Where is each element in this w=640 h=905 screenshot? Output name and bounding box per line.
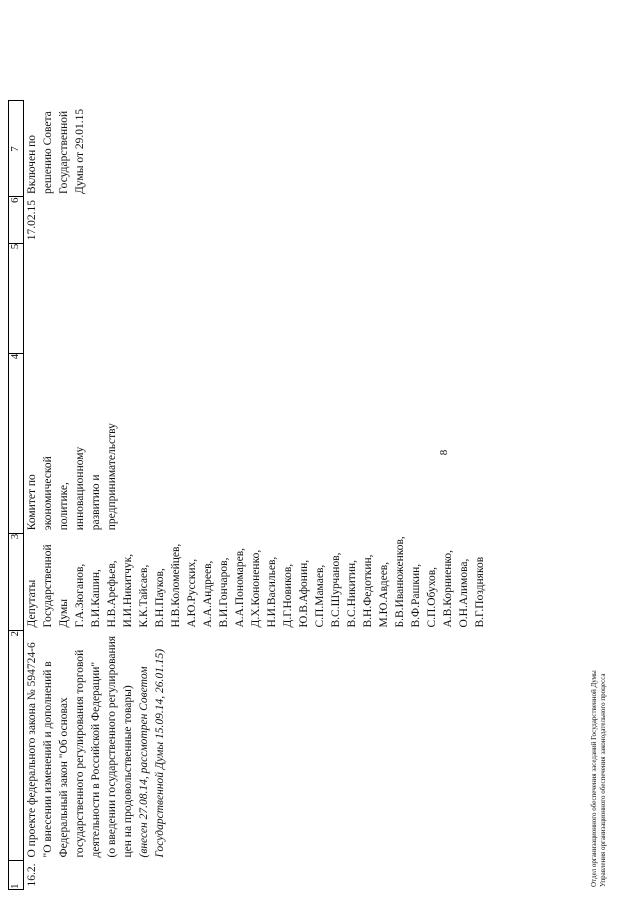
initiator-line: Д.Г.Новиков,: [282, 563, 294, 628]
date-cell: 17.02.15: [26, 199, 38, 241]
initiator-line: Государственной: [42, 544, 54, 628]
inclusion-note-line: Включен по: [26, 134, 38, 194]
agenda-table: [8, 100, 488, 890]
header-col-2: 2: [9, 631, 24, 861]
header-col-5: 5: [9, 243, 24, 353]
row-number: 16.2.: [26, 863, 38, 887]
header-col-7: 7: [9, 101, 24, 197]
column-5-cell: [24, 243, 489, 353]
initiator-line: А.А.Пономарев,: [234, 547, 246, 628]
bill-title-line: (о введении государственного регулирования: [106, 635, 118, 858]
committee-line: экономической: [42, 456, 54, 531]
committee-cell: [24, 353, 489, 533]
initiator-line: Ю.В.Афонин,: [298, 559, 310, 628]
bill-title-line: Федеральный закон "Об основах: [58, 697, 70, 858]
bill-title-line: государственного регулирования торговой: [74, 649, 86, 858]
bill-title-line: цен на продовольственные товары): [122, 685, 134, 858]
table-row: [24, 101, 489, 890]
initiator-line: А.А.Андреев,: [202, 560, 214, 628]
committee-line: инновационному: [74, 446, 86, 531]
initiator-line: Депутаты: [26, 579, 38, 628]
committee-line: предпринимательству: [106, 423, 118, 531]
bill-title-cell: [24, 631, 489, 861]
header-col-4: 4: [9, 353, 24, 533]
initiator-line: С.П.Обухов,: [426, 566, 438, 628]
initiator-line: А.В.Корниенко,: [442, 549, 454, 628]
initiator-line: С.П.Мамаев,: [314, 564, 326, 628]
initiator-line: В.С.Шурчанов,: [330, 552, 342, 628]
initiator-line: Н.И.Васильев,: [266, 556, 278, 628]
committee-line: Комитет по: [26, 474, 38, 531]
bill-title-line: О проекте федерального закона № 594724-6: [26, 642, 38, 858]
initiator-line: В.Г.Поздняков: [474, 556, 486, 628]
initiator-line: Н.В.Арефьев,: [106, 560, 118, 628]
initiator-line: М.Ю.Авдеев,: [378, 561, 390, 628]
table-header-row: [9, 101, 24, 890]
header-col-6: 6: [9, 197, 24, 243]
bill-title-line: деятельности в Российской Федерации": [90, 661, 102, 858]
initiators-cell: [24, 533, 489, 630]
initiator-line: А.Ю.Русских,: [186, 558, 198, 628]
footer-line: Отдел организационного обеспечения заседаний Государственной Думы: [590, 670, 598, 887]
initiator-line: Думы: [58, 599, 70, 628]
initiator-line: В.И.Гончаров,: [218, 557, 230, 628]
committee-line: развитию и: [90, 474, 102, 531]
initiator-line: В.С.Никитин,: [346, 559, 358, 628]
inclusion-note-cell: [24, 101, 489, 197]
bill-note-line: (внесен 27.08.14, рассмотрен Советом: [138, 666, 150, 858]
committee-line: политике,: [58, 482, 70, 531]
footer-line: Управления организационного обеспечения законодательного процесса: [599, 673, 607, 887]
initiator-line: О.Н.Алимова,: [458, 558, 470, 628]
document-footer: [590, 670, 608, 887]
initiator-line: Д.Х.Кононенко,: [250, 549, 262, 628]
bill-title-line: "О внесении изменений и дополнений в: [42, 661, 54, 858]
initiator-line: В.Н.Пауков,: [154, 568, 166, 628]
initiator-line: В.Ф.Рашкин,: [410, 563, 422, 628]
initiator-line: В.Н.Федоткин,: [362, 554, 374, 628]
initiator-line: И.И.Никитчук,: [122, 553, 134, 628]
initiator-line: Г.А.Зюганов,: [74, 563, 86, 628]
bill-note-line: Государственной Думы 15.09.14, 26.01.15): [154, 648, 166, 858]
initiator-line: Н.В.Коломейцев,: [170, 543, 182, 628]
initiator-line: Б.В.Иванюженков,: [394, 536, 406, 628]
initiator-line: В.И.Кашин,: [90, 569, 102, 628]
inclusion-note-line: Думы от 29.01.15: [74, 108, 86, 194]
inclusion-note-line: Государственной: [58, 110, 70, 194]
header-col-1: 1: [9, 861, 24, 890]
page-number: 8: [438, 449, 450, 456]
header-col-3: 3: [9, 533, 24, 630]
inclusion-note-line: решению Совета: [42, 111, 54, 194]
initiator-line: К.К.Тайсаев,: [138, 564, 150, 628]
